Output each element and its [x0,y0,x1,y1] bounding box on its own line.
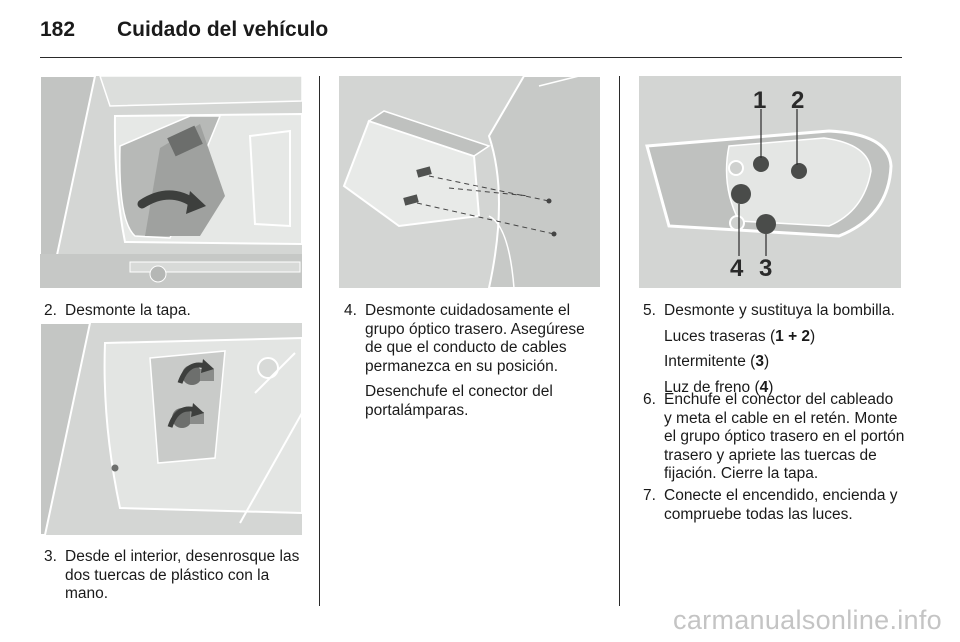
figure-bulb-holder [639,76,901,288]
step-text: Desmonte cuidadosamente el grupo óptico trasero. Asegúrese de que el conducto de cables permanezca en su posición. [365,302,585,375]
step-2 [44,302,306,321]
callout-2: 2 [791,87,805,114]
step-text-2: Desenchufe el conector del portalámparas. [365,383,553,419]
figure-remove-cover [40,76,302,288]
watermark: carmanualsonline.info [673,605,942,635]
step-6 [643,391,905,484]
header-rule [40,57,902,58]
rear-lights-line: Luces traseras (1 + 2) [664,327,816,345]
step-4 [344,302,606,420]
indicator-line: Intermitente (3) [664,353,770,370]
page-number: 182 [40,18,76,41]
column-divider-1 [319,76,320,606]
callout-3: 3 [759,255,773,282]
column-divider-2 [619,76,620,606]
step-7 [643,487,905,524]
callout-1: 1 [753,87,767,114]
brake-light-line: Luz de freno (4) [664,378,774,396]
chapter-title: Cuidado del vehículo [117,18,329,41]
figure-remove-tail-light [339,76,601,288]
step-text: Conecte el encendido, encienda y compruebe todas las luces. [664,487,898,523]
step-3 [44,548,306,604]
step-text: Desmonte y sustituya la bombilla. [664,302,895,319]
step-number: 2. [44,302,57,319]
step-number: 5. [643,302,656,319]
callout-4: 4 [730,255,744,282]
step-number: 3. [44,548,57,565]
step-number: 7. [643,487,656,504]
step-5 [643,302,905,397]
step-text: Desmonte la tapa. [65,302,191,319]
page-header [40,14,902,58]
step-number: 6. [643,391,656,408]
step-text: Desde el interior, desenrosque las dos tuercas de plástico con la mano. [65,548,300,602]
step-number: 4. [344,302,357,319]
step-text: Enchufe el conector del cableado y meta el cable en el retén. Monte el grupo óptico trasero en el portón trasero y apriete las tuercas de fijación. Cierre la tapa. [664,391,905,482]
figure-plastic-nuts [40,323,302,535]
